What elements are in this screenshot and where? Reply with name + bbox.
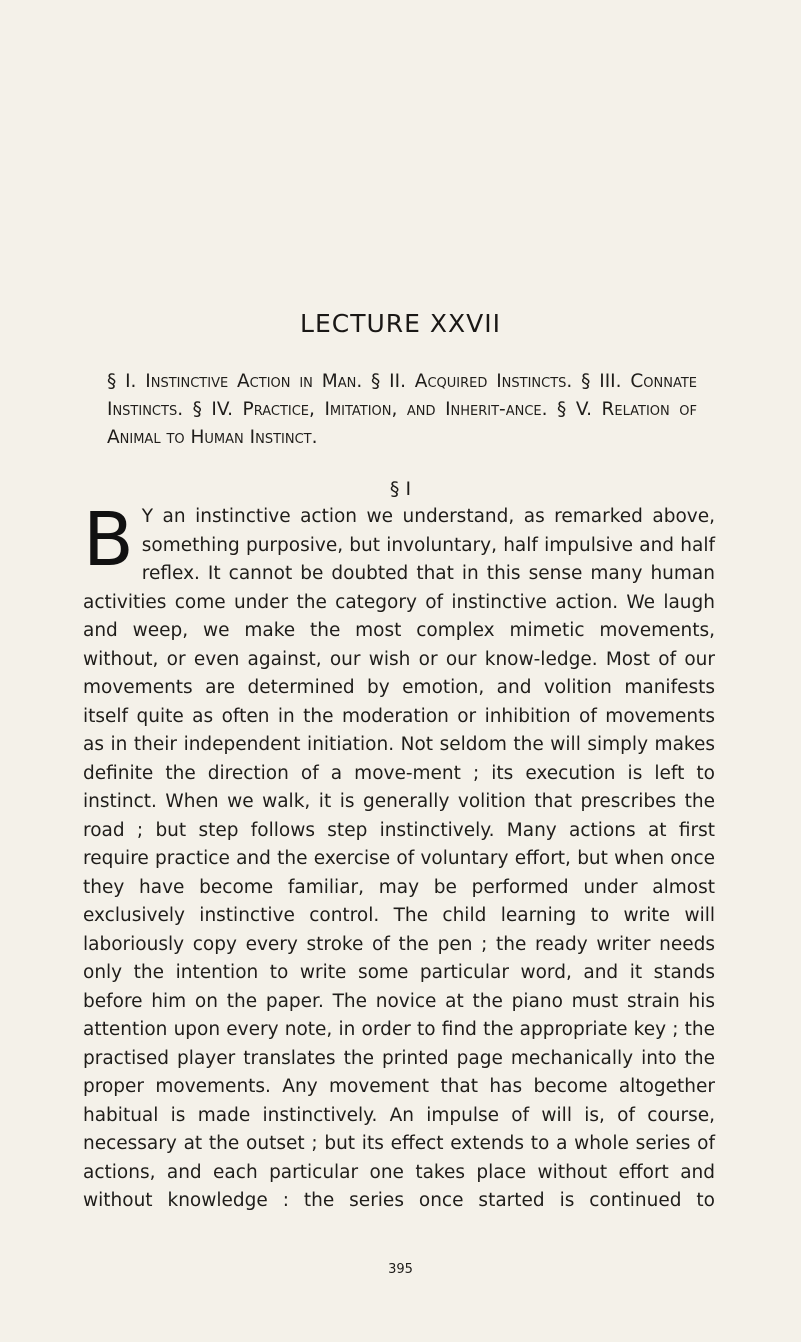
lecture-title: LECTURE XXVII <box>300 309 501 338</box>
synopsis-text: § I. Instinctive Action in Man. § II. Acquired Instincts. § III. Connate Instincts. § IV. Practice, Imitation, and Inherit-ance. § V. Relation of Animal to Human Instinct. <box>107 371 697 448</box>
section-heading: § I <box>389 478 412 500</box>
page-number: 395 <box>388 1262 413 1277</box>
paragraph-text: Y an instinctive action we understand, as remarked above, something purposive, but involuntary, half impulsive and half reflex. It cannot be doubted that in this sense many human activities come under the category of instinctive action. We laugh and weep, we make the most complex mimetic movements, without, or even against, our wish or our know-ledge. Most of our movements are determined by emotion, and volition manifests itself quite as often in the moderation or inhibition of movements as in their independent initiation. Not seldom the will simply makes definite the direction of a move-ment ; its execution is left to instinct. When we walk, it is generally volition that prescribes the road ; but step follows step instinctively. Many actions at first require practice and the exercise of voluntary effort, but when once they have become familiar, may be performed under almost exclusively instinctive control. The child learning to write will laboriously copy every stroke of the pen ; the ready writer needs only the intention to write some particular word, and it stands before him on the paper. The novice at the piano must strain his attention upon every note, in order to find the appropriate key ; the practised player translates the printed page mechanically into the proper movements. Any movement that has become altogether habitual is made instinctively. An impulse of will is, of course, necessary at the outset ; but its effect extends to a whole series of actions, and each particular one takes place without effort and without knowledge : the series once started is continued to <box>83 506 715 1211</box>
chapter-synopsis <box>107 368 697 452</box>
drop-cap: B <box>83 497 134 583</box>
body-paragraph <box>83 497 715 1216</box>
